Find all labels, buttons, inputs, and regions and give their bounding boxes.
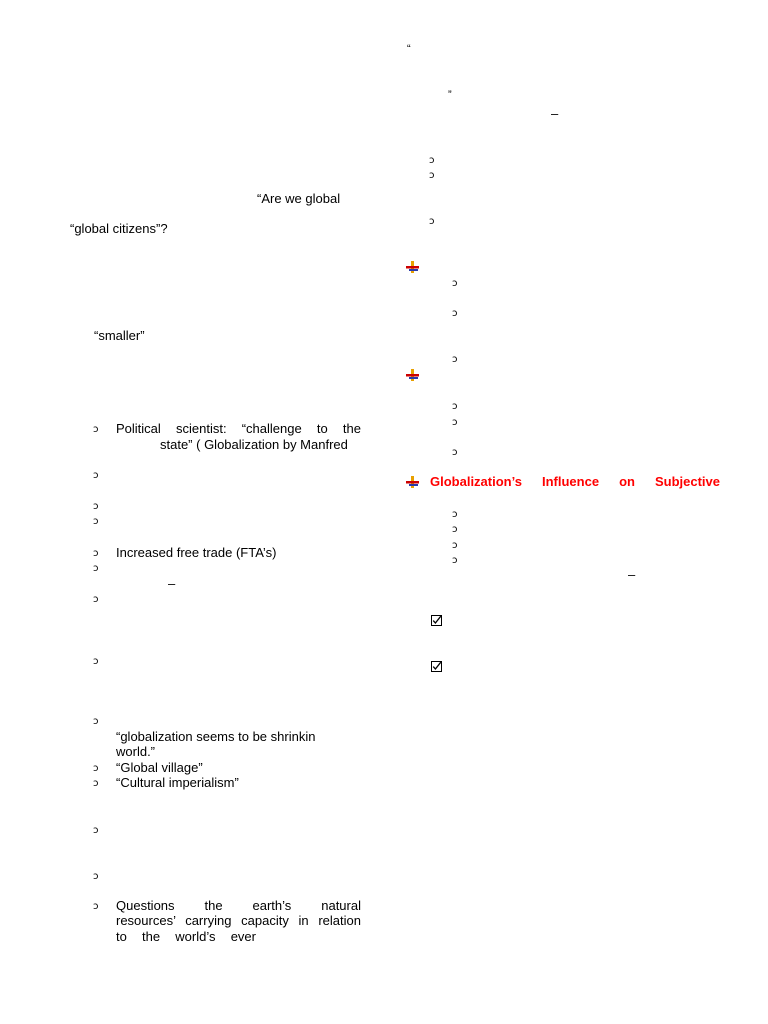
shrinking-text-line-2: world.” [116, 744, 156, 759]
questions-text-line-1: Questions the earth’s natural [116, 898, 361, 913]
close-quote-text: ” [448, 89, 452, 101]
political-scientist-text: Political scientist: “challenge to the [116, 421, 361, 436]
checkbox-icon [431, 615, 442, 626]
bullet-icon: ↄ [93, 470, 99, 481]
bullet-icon: ↄ [452, 540, 458, 551]
questions-text-line-3: to the world’s ever [116, 929, 256, 944]
bullet-icon: ↄ [452, 354, 458, 365]
free-trade-text: Increased free trade (FTA’s) [116, 545, 277, 560]
bullet-icon: ↄ [93, 716, 99, 727]
smaller-text: “smaller” [94, 328, 145, 343]
bullet-icon: ↄ [93, 871, 99, 882]
plus-bullet-icon [406, 369, 419, 381]
plus-bullet-icon [406, 476, 419, 488]
bullet-icon: ↄ [452, 447, 458, 458]
influence-heading: Globalization’s Influence on Subjective [430, 474, 720, 489]
bullet-icon: ↄ [452, 401, 458, 412]
bullet-icon: ↄ [452, 524, 458, 535]
global-citizens-text: “global citizens”? [70, 221, 168, 236]
bullet-icon: ↄ [93, 656, 99, 667]
bullet-icon: ↄ [93, 778, 99, 789]
dash-text: – [551, 106, 559, 121]
bullet-icon: ↄ [429, 170, 435, 181]
are-we-global-text: “Are we global [257, 191, 341, 206]
bullet-icon: ↄ [452, 555, 458, 566]
bullet-icon: ↄ [93, 548, 99, 559]
bullet-icon: ↄ [429, 216, 435, 227]
cultural-imperialism-text: “Cultural imperialism” [116, 775, 239, 790]
bullet-icon: ↄ [452, 417, 458, 428]
bullet-icon: ↄ [93, 563, 99, 574]
dash-text: – [168, 576, 176, 591]
bullet-icon: ↄ [93, 501, 99, 512]
global-village-text: “Global village” [116, 760, 203, 775]
bullet-icon: ↄ [93, 516, 99, 527]
bullet-icon: ↄ [452, 308, 458, 319]
bullet-icon: ↄ [93, 424, 99, 435]
bullet-icon: ↄ [429, 155, 435, 166]
bullet-icon: ↄ [93, 825, 99, 836]
open-quote-text: “ [407, 43, 411, 55]
bullet-icon: ↄ [93, 763, 99, 774]
bullet-icon: ↄ [452, 509, 458, 520]
bullet-icon: ↄ [93, 594, 99, 605]
state-line-text: state” ( Globalization by Manfred [160, 437, 348, 452]
dash-text: – [628, 567, 636, 582]
bullet-icon: ↄ [452, 278, 458, 289]
plus-bullet-icon [406, 261, 419, 273]
questions-text-line-2: resources’ carrying capacity in relation [116, 913, 361, 928]
checkbox-icon [431, 661, 442, 672]
shrinking-text-line-1: “globalization seems to be shrinkin [116, 729, 316, 744]
bullet-icon: ↄ [93, 901, 99, 912]
